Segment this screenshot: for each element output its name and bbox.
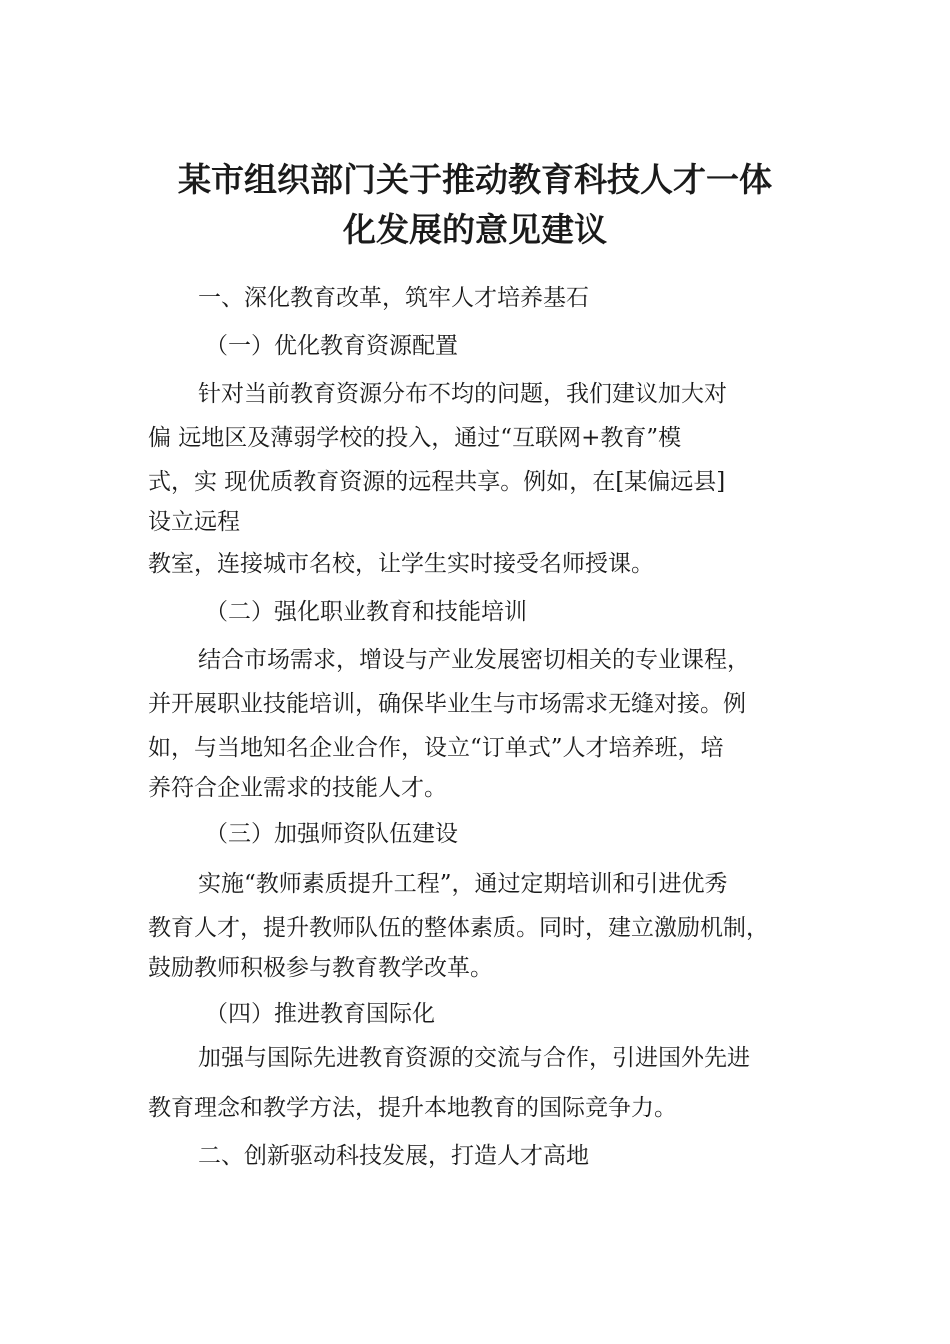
subsection-heading-4: （四）推进教育国际化 xyxy=(205,1001,435,1027)
section-heading-1: 一、深化教育改革，筑牢人才培养基石 xyxy=(198,285,589,311)
paragraph-2-line-1: 结合市场需求，增设与产业发展密切相关的专业课程， xyxy=(198,647,750,673)
subsection-heading-3: （三）加强师资队伍建设 xyxy=(205,821,458,847)
paragraph-1-line-2: 偏 远地区及薄弱学校的投入，通过“互联网+教育”模 xyxy=(148,425,682,451)
paragraph-1-line-3: 式，实 现优质教育资源的远程共享。例如，在[某偏远县] xyxy=(148,469,726,495)
paragraph-1-line-4: 设立远程 xyxy=(148,509,240,535)
paragraph-1-line-1: 针对当前教育资源分布不均的问题，我们建议加大对 xyxy=(198,381,727,407)
section-heading-2: 二、创新驱动科技发展，打造人才高地 xyxy=(198,1143,589,1169)
paragraph-4-line-1: 加强与国际先进教育资源的交流与合作，引进国外先进 xyxy=(198,1045,750,1071)
paragraph-2-line-4: 养符合企业需求的技能人才。 xyxy=(148,775,447,801)
paragraph-4-line-2: 教育理念和教学方法，提升本地教育的国际竞争力。 xyxy=(148,1095,677,1121)
subsection-heading-2: （二）强化职业教育和技能培训 xyxy=(205,599,527,625)
paragraph-1-line-5: 教室，连接城市名校，让学生实时接受名师授课。 xyxy=(148,551,654,577)
paragraph-2-line-3: 如，与当地知名企业合作，设立“订单式”人才培养班，培 xyxy=(148,735,724,761)
paragraph-2-line-2: 并开展职业技能培训，确保毕业生与市场需求无缝对接。例 xyxy=(148,691,746,717)
paragraph-3-line-3: 鼓励教师积极参与教育教学改革。 xyxy=(148,955,493,981)
paragraph-3-line-2: 教育人才，提升教师队伍的整体素质。同时，建立激励机制， xyxy=(148,915,769,941)
subsection-heading-1: （一）优化教育资源配置 xyxy=(205,333,458,359)
document-title-line-2: 化发展的意见建议 xyxy=(343,210,607,249)
paragraph-3-line-1: 实施“教师素质提升工程”，通过定期培训和引进优秀 xyxy=(198,871,728,897)
document-title-line-1: 某市组织部门关于推动教育科技人才一体 xyxy=(178,160,772,199)
